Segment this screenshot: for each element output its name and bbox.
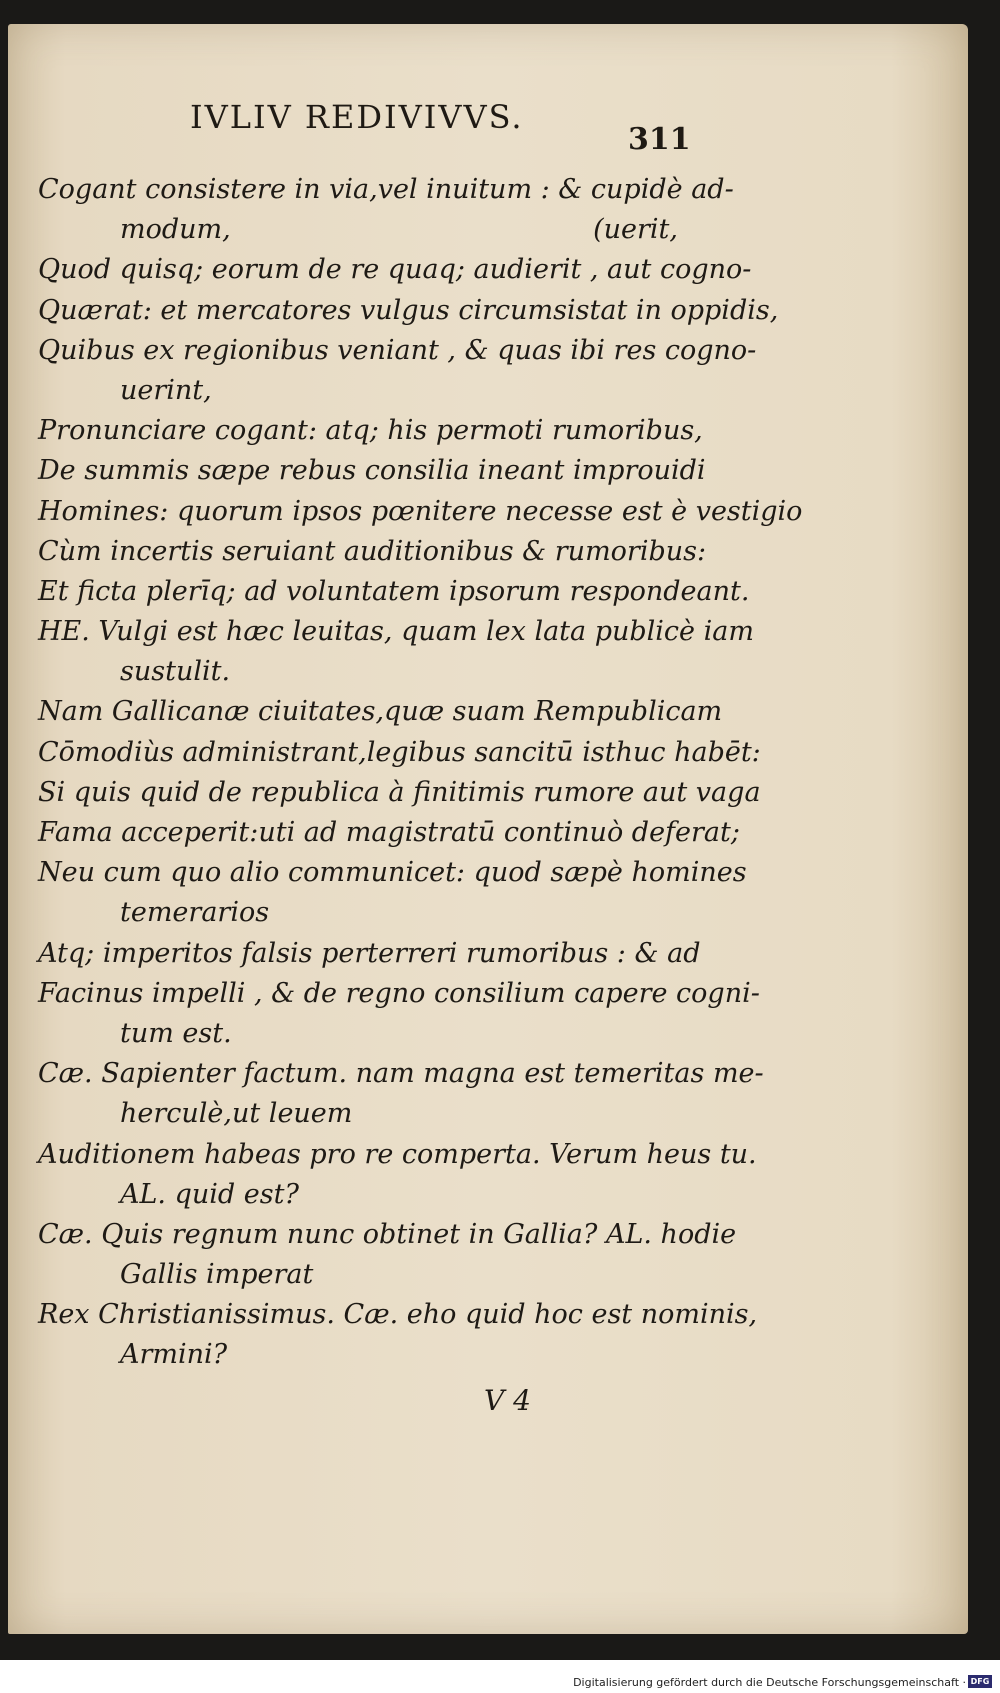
text-line: Cōmodiùs administrant,legibus sancitū isthuc habēt:	[38, 736, 761, 768]
text-line: HE. Vulgi est hæc leuitas, quam lex lata publicè iam	[38, 616, 754, 648]
text-line: Cæ. Quis regnum nunc obtinet in Gallia? AL. hodie	[38, 1218, 737, 1250]
text-line: Neu cum quo alio communicet: quod sæpè homines	[38, 857, 747, 889]
page-text	[38, 170, 803, 1376]
text-line-pair	[38, 210, 678, 250]
text-line: Quibus ex regionibus veniant , & quas ibi res cogno-	[38, 334, 757, 366]
text-line: Homines: quorum ipsos pœnitere necesse est è vestigio	[38, 495, 803, 527]
text-line: uerint,	[120, 374, 212, 406]
text-line: Nam Gallicanæ ciuitates,quæ suam Rempublicam	[38, 696, 723, 728]
catchword: V 4	[484, 1384, 531, 1417]
text-line: Quod quisq; eorum de re quaq; audierit , aut cogno-	[38, 254, 752, 286]
text-line: modum,	[120, 214, 231, 246]
text-line: Quærat: et mercatores vulgus circumsistat in oppidis,	[38, 294, 779, 326]
text-line: Cæ. Sapienter factum. nam magna est temeritas me-	[38, 1058, 764, 1090]
text-line: Cogant consistere in via,vel inuitum : & cupidè ad-	[38, 174, 734, 205]
folio-number: 311	[628, 122, 691, 157]
text-line: Rex Christianissimus. Cæ. eho quid hoc est nominis,	[38, 1299, 758, 1331]
text-line: Atq; imperitos falsis perterreri rumoribus : & ad	[38, 937, 701, 969]
text-line: tum est.	[120, 1017, 232, 1049]
running-title: IVLIV REDIVIVVS.	[190, 98, 524, 136]
text-line: Si quis quid de republica à finitimis rumore aut vaga	[38, 776, 761, 808]
text-line: herculè,ut leuem	[120, 1098, 353, 1130]
text-line: Armini?	[120, 1339, 228, 1371]
text-line: Fama acceperit:uti ad magistratū continuò deferat;	[38, 817, 740, 848]
text-line: temerarios	[120, 897, 270, 929]
text-line: De summis sæpe rebus consilia ineant improuidi	[38, 455, 706, 487]
text-line: Et ficta plerīq; ad voluntatem ipsorum respondeant.	[38, 575, 750, 607]
dfg-logo-icon: DFG	[968, 1675, 992, 1688]
text-line: Pronunciare cogant: atq; his permoti rumoribus,	[38, 415, 703, 447]
text-line: AL. quid est?	[120, 1178, 299, 1210]
text-line: sustulit.	[120, 656, 231, 688]
text-line: Auditionem habeas pro re comperta. Verum heus tu.	[38, 1138, 757, 1170]
footer-credit: Digitalisierung gefördert durch die Deutsche Forschungsgemeinschaft ·	[573, 1676, 966, 1689]
text-line: Facinus impelli , & de regno consilium capere cogni-	[38, 977, 760, 1009]
text-line: Gallis imperat	[120, 1259, 314, 1291]
text-line: Cùm incertis seruiant auditionibus & rumoribus:	[38, 535, 707, 567]
text-line: (uerit,	[593, 214, 678, 246]
